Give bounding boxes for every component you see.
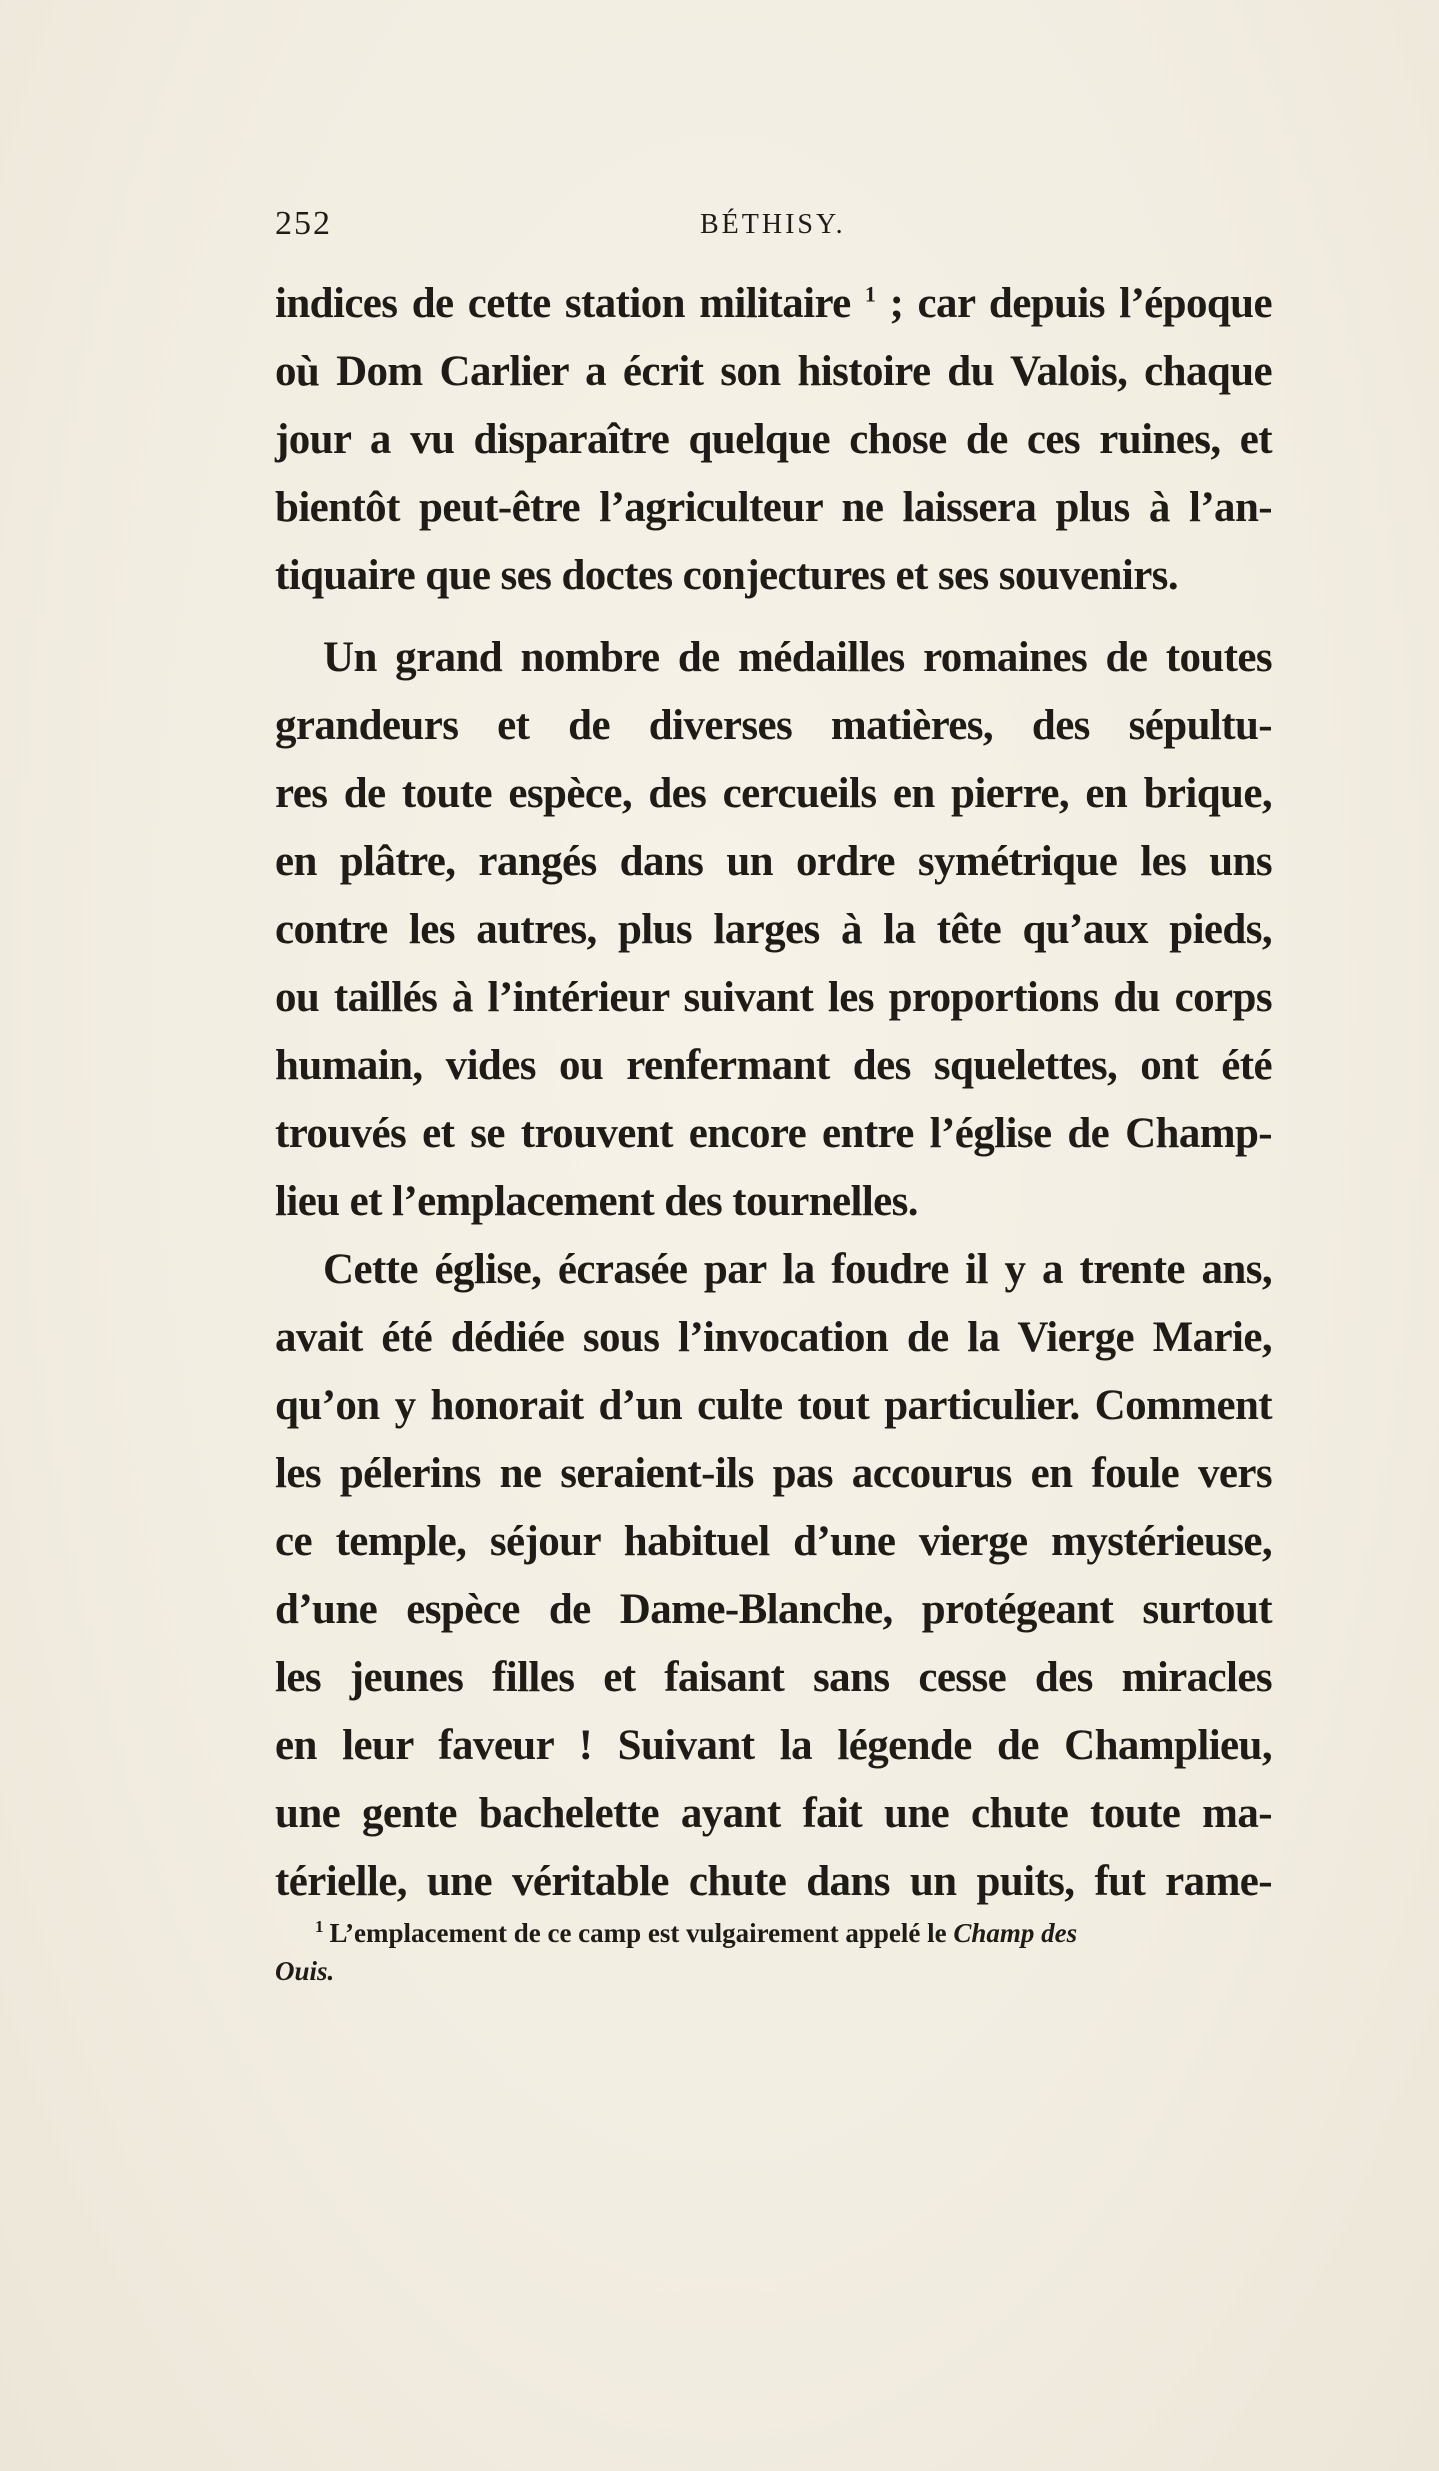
text-line-start: indices de cette station militaire <box>275 280 851 327</box>
text-line: les jeunes filles et faisant sans cesse des miracles <box>275 1654 1272 1701</box>
text-line: trouvés et se trouvent encore entre l’église de Champ- <box>275 1110 1272 1157</box>
text-line: tiquaire que ses doctes conjectures et ses souvenirs. <box>275 552 1178 599</box>
footnote-reference: 1 <box>864 281 876 307</box>
footnote-mark: 1 <box>315 1917 324 1936</box>
text-line: bientôt peut-être l’agriculteur ne laissera plus à l’an- <box>275 484 1272 531</box>
text-line: grandeurs et de diverses matières, des sépultu- <box>275 702 1272 749</box>
text-line: où Dom Carlier a écrit son histoire du Valois, chaque <box>275 348 1272 395</box>
text-line: une gente bachelette ayant fait une chute toute ma- <box>275 1790 1272 1837</box>
text-line: Un grand nombre de médailles romaines de toutes <box>323 634 1272 681</box>
text-line: avait été dédiée sous l’invocation de la Vierge Marie, <box>275 1314 1272 1361</box>
text-line <box>275 270 1272 338</box>
text-line: Cette église, écrasée par la foudre il y a trente ans, <box>323 1246 1272 1293</box>
text-line: térielle, une véritable chute dans un puits, fut rame- <box>275 1858 1272 1905</box>
text-line: en leur faveur ! Suivant la légende de Champlieu, <box>275 1722 1272 1769</box>
text-line: en plâtre, rangés dans un ordre symétrique les uns <box>275 838 1272 885</box>
text-line: humain, vides ou renfermant des squelettes, ont été <box>275 1042 1272 1089</box>
body-text <box>275 270 1272 1916</box>
footnote-line <box>275 1905 1272 1949</box>
footnote-line: Ouis. <box>275 1956 335 1986</box>
text-line: ce temple, séjour habituel d’une vierge mystérieuse, <box>275 1518 1272 1565</box>
footnote-text: L’emplacement de ce camp est vulgairement appelé le <box>329 1918 947 1948</box>
text-line: ou taillés à l’intérieur suivant les proportions du corps <box>275 974 1272 1021</box>
paragraph-gap <box>275 610 1272 624</box>
footnote <box>275 1905 1272 1993</box>
page-number: 252 <box>275 205 332 242</box>
text-line: d’une espèce de Dame-Blanche, protégeant surtout <box>275 1586 1272 1633</box>
running-title: BÉTHISY. <box>700 209 846 240</box>
text-line: jour a vu disparaître quelque chose de ces ruines, et <box>275 416 1272 463</box>
text-line: lieu et l’emplacement des tournelles. <box>275 1178 918 1225</box>
text-line: res de toute espèce, des cercueils en pierre, en brique, <box>275 770 1272 817</box>
text-line-end: ; car depuis l’époque <box>889 280 1272 327</box>
footnote-italic: Champ des <box>953 1918 1078 1948</box>
text-line: contre les autres, plus larges à la tête qu’aux pieds, <box>275 906 1272 953</box>
text-line: qu’on y honorait d’un culte tout particulier. Comment <box>275 1382 1272 1429</box>
page-header <box>275 205 1275 255</box>
text-line: les pélerins ne seraient-ils pas accourus en foule vers <box>275 1450 1272 1497</box>
